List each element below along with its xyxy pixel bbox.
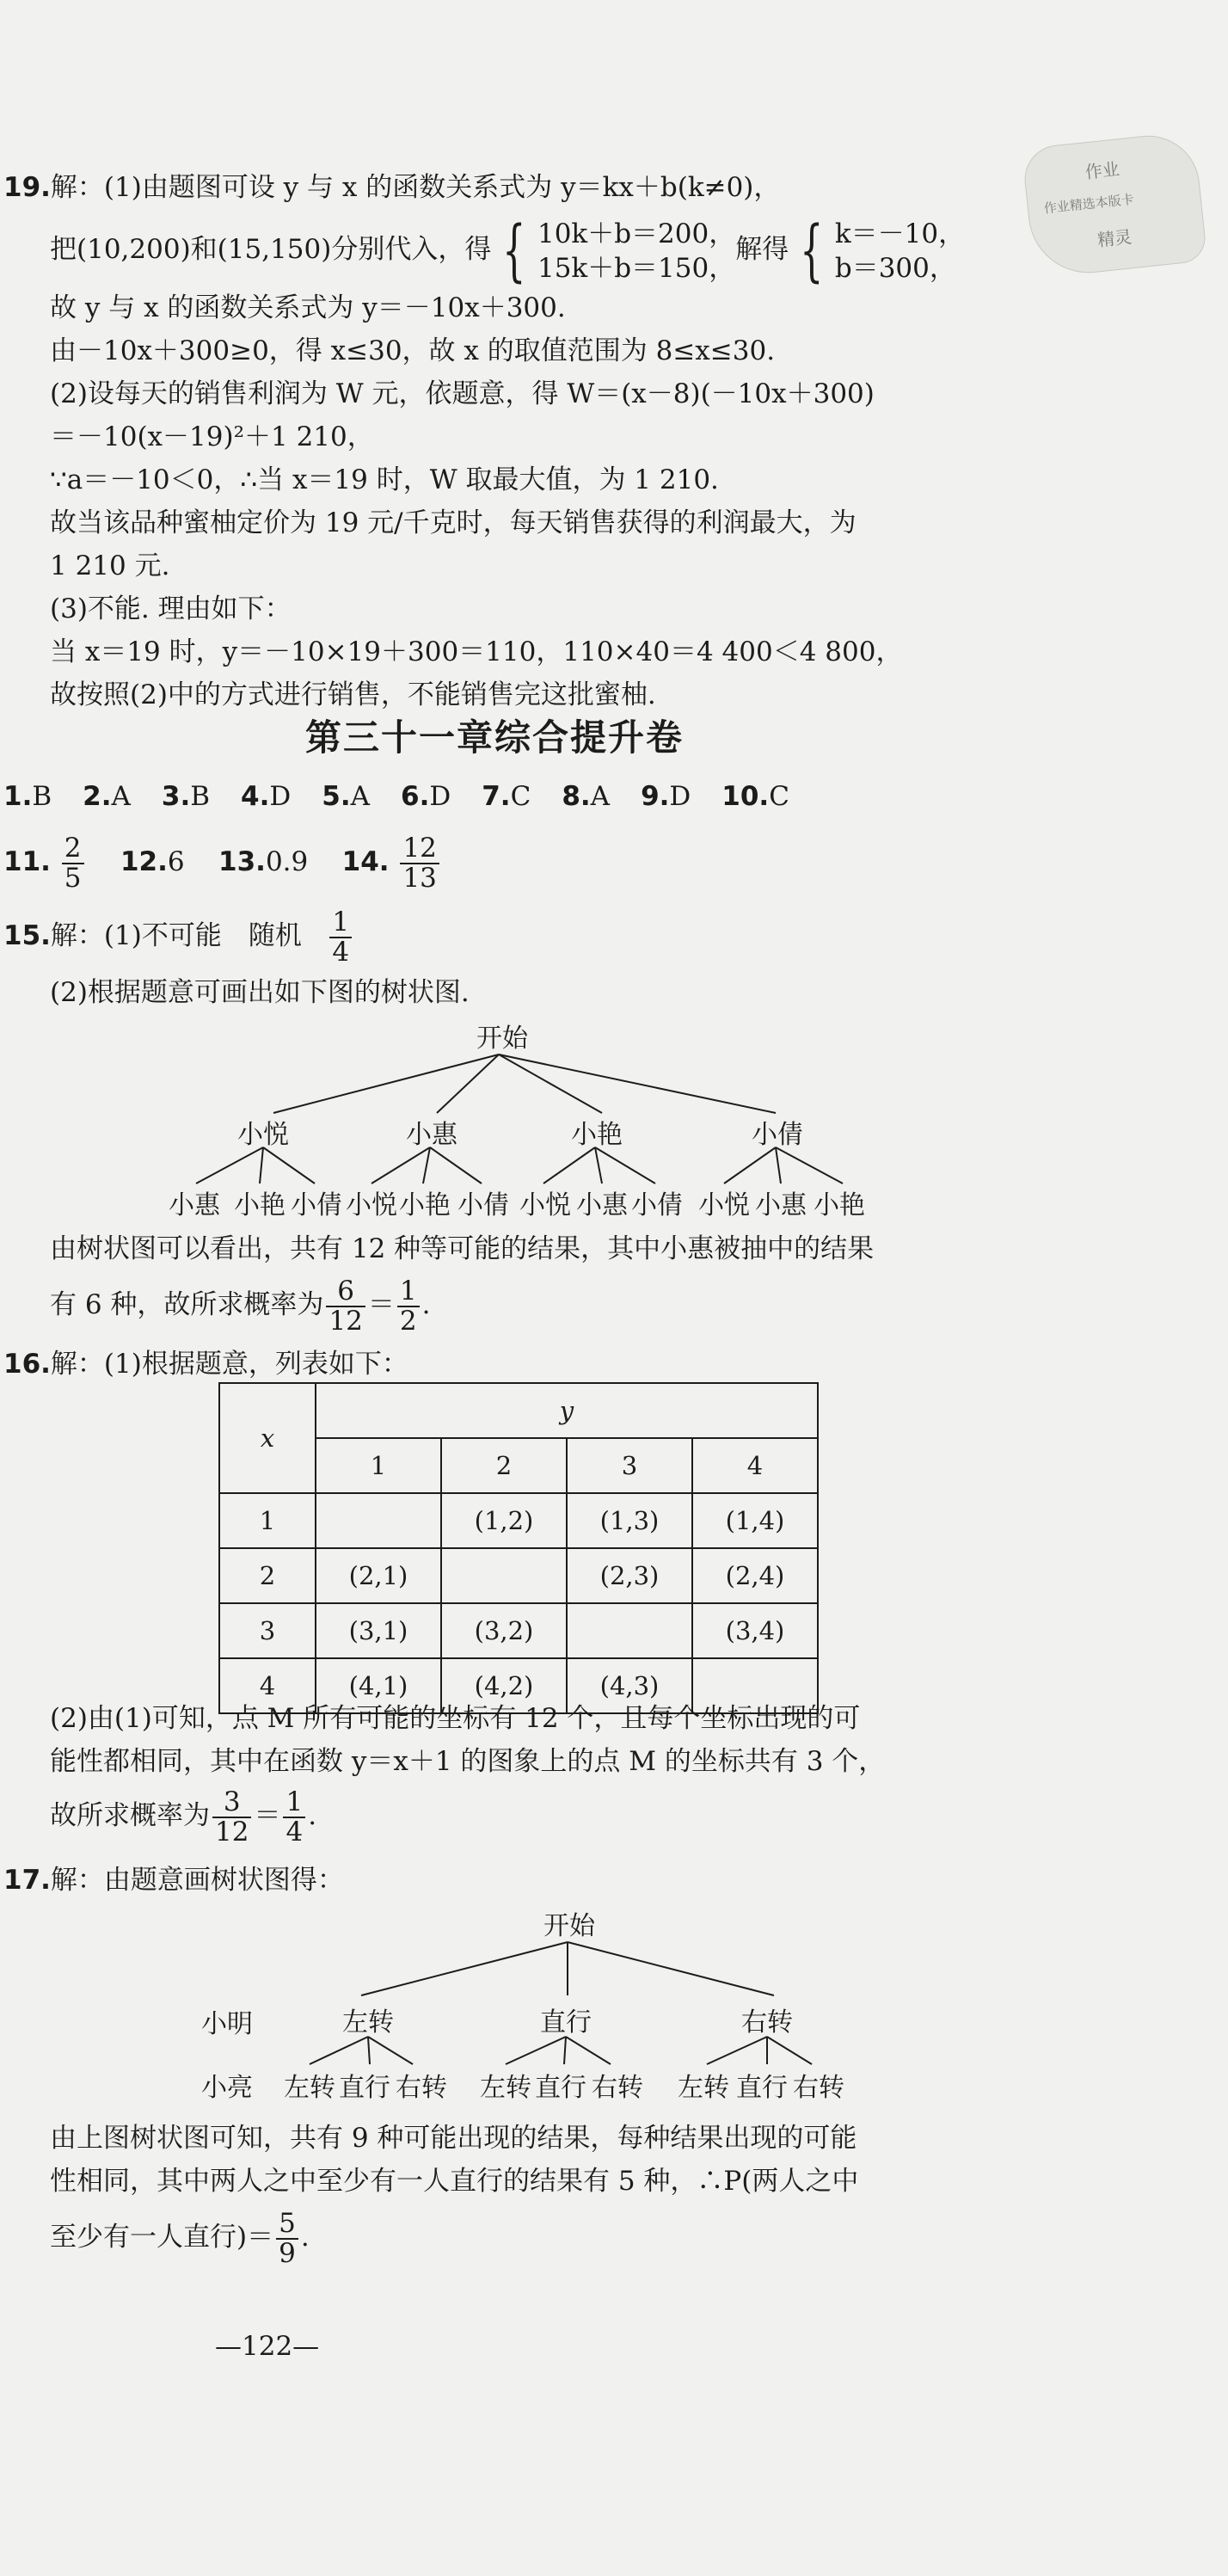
q19-line-9: 1 210 元. [50,550,170,581]
fraction: $\frac{1}{4}$ [329,908,352,966]
choice-answer: 10.C [721,781,789,812]
q16-line-3: 能性都相同，其中在函数 y＝x＋1 的图象上的点 M 的坐标共有 3 个， [50,1746,886,1777]
q19-line-8: 故当该品种蜜柚定价为 19 元/千克时，每天销售获得的利润最大，为 [50,507,857,538]
table-header-y: y [316,1383,818,1438]
fraction: $\frac{1}{4}$ [283,1788,305,1846]
q19-line-12: 故按照(2)中的方式进行销售，不能销售完这批蜜柚. [50,679,656,710]
tree-node: 小艳 [571,1120,623,1150]
q19-line-1: 19.解：(1)由题图可设 y 与 x 的函数关系式为 y＝kx＋b(k≠0)， [3,172,781,203]
choice-answer: 6.D [401,781,451,812]
chapter-title: 第三十一章综合提升卷 [304,716,684,759]
equation-system-2: k＝－10， b＝300， [834,218,966,284]
coordinate-table [218,1382,819,1714]
tree-leaf: 直行 [535,2073,586,2103]
q15-line-1: 15.解：(1)不可能 随机 $\frac{1}{4}$ [3,900,354,972]
tree-row-label: 小明 [201,2009,253,2039]
table-col-header: 1 [316,1438,441,1493]
table-header-x: x [219,1383,316,1493]
tree-leaf: 小悦 [346,1190,397,1220]
tree-leaf: 右转 [396,2073,447,2103]
tree-node: 右转 [741,2007,793,2038]
choice-answer: 4.D [241,781,292,812]
tree-leaf: 小倩 [291,1190,342,1220]
tree-leaf: 小悦 [698,1190,750,1220]
stamp-text-3: 精灵 [1096,226,1133,251]
fraction: $\frac{1}{2}$ [397,1277,420,1335]
q19-line-10: (3)不能. 理由如下： [50,593,292,624]
q17-line-2: 由上图树状图可知，共有 9 种可能出现的结果，每种结果出现的可能 [50,2123,857,2154]
table-row: 2 (2,1) (2,3) (2,4) [219,1548,818,1603]
table-row: 1 (1,2) (1,3) (1,4) [219,1493,818,1548]
tree-leaf: 小惠 [169,1190,220,1220]
tree-leaf: 小艳 [399,1190,451,1220]
tree-leaf: 左转 [480,2073,531,2103]
choice-answer: 8.A [562,781,611,812]
tree-leaf: 直行 [339,2073,390,2103]
q19-line-5: (2)设每天的销售利润为 W 元，依题意，得 W＝(x－8)(－10x＋300) [50,378,875,409]
tree-leaf: 左转 [678,2073,729,2103]
q15-line-2: (2)根据题意可画出如下图的树状图. [50,977,470,1008]
fraction: $\frac{5}{9}$ [276,2210,298,2267]
q19-line-7: ∵a＝－10＜0，∴当 x＝19 时，W 取最大值，为 1 210. [50,464,719,495]
table-col-header: 4 [692,1438,818,1493]
q19-line-6: ＝－10(x－19)²＋1 210， [50,421,374,452]
q17-line-4: 至少有一人直行)＝ $\frac{5}{9}$ . [50,2207,310,2269]
fraction: $\frac{2}{5}$ [62,834,84,892]
table-row: 3 (3,1) (3,2) (3,4) [219,1603,818,1658]
q19-line-11: 当 x＝19 时，y＝－10×19＋300＝110，110×40＝4 400＜4 800， [50,636,903,667]
tree-leaf: 右转 [793,2073,844,2103]
tree-node: 左转 [342,2007,394,2038]
q19-line-3: 故 y 与 x 的函数关系式为 y＝－10x＋300. [50,292,566,323]
tree-node: 小倩 [752,1120,803,1150]
q16-line-1: 16.解：(1)根据题意，列表如下： [3,1349,408,1380]
tree-leaf: 直行 [736,2073,788,2103]
tree-root: 开始 [476,1024,528,1054]
tree-leaf: 小艳 [234,1190,286,1220]
table-col-header: 2 [441,1438,567,1493]
tree-leaf: 小惠 [576,1190,628,1220]
choice-answer: 7.C [482,781,531,812]
q15-line-3: 由树状图可以看出，共有 12 种等可能的结果，其中小惠被抽中的结果 [50,1233,875,1264]
tree-node: 直行 [540,2007,592,2038]
tree-leaf: 小倩 [457,1190,509,1220]
choice-answer: 9.D [641,781,691,812]
fraction: $\frac{12}{13}$ [400,834,439,892]
choice-answer: 5.A [322,781,370,812]
tree-leaf: 右转 [592,2073,643,2103]
page-number: —122— [215,2331,320,2362]
tree-leaf: 小惠 [755,1190,807,1220]
fill-answers: 11. $\frac{2}{5}$ 12.6 13.0.9 14. $\frac{12}{13}$ [3,826,442,898]
q17-line-1: 17.解：由题意画树状图得： [3,1865,344,1896]
fraction: $\frac{6}{12}$ [326,1277,365,1335]
q16-line-2: (2)由(1)可知，点 M 所有可能的坐标有 12 个，且每个坐标出现的可 [50,1703,861,1734]
q15-line-4: 有 6 种，故所求概率为 $\frac{6}{12}$ ＝ $\frac{1}{2}$ . [50,1275,431,1337]
q19-line-2: 把(10,200)和(15,150)分别代入，得 { 10k＋b＝200， 15k＋b＝150， 解得 { k＝－10， b＝300， [50,212,966,290]
choice-answer: 1.B [3,781,52,812]
stamp-text-1: 作业 [1084,158,1121,183]
tree-15-edges [196,1054,843,1183]
choice-answer: 3.B [161,781,211,812]
q16-line-4: 故所求概率为 $\frac{3}{12}$ ＝ $\frac{1}{4}$ . [50,1786,317,1847]
tree-leaf: 左转 [284,2073,335,2103]
tree-row-label: 小亮 [201,2073,253,2103]
stamp-text-2: 作业精选本版卡 [1043,191,1135,217]
left-brace-icon: { [800,212,824,290]
table-col-header: 3 [567,1438,692,1493]
tree-node: 小悦 [237,1120,289,1150]
left-brace-icon: { [502,212,526,290]
fraction: $\frac{3}{12}$ [212,1788,251,1846]
q19-line-4: 由－10x＋300≥0，得 x≤30，故 x 的取值范围为 8≤x≤30. [50,335,776,366]
equation-system-1: 10k＋b＝200， 15k＋b＝150， [537,218,736,284]
tree-leaf: 小倩 [631,1190,683,1220]
tree-node: 小惠 [406,1120,457,1150]
tree-leaf: 小艳 [814,1190,865,1220]
q17-line-3: 性相同，其中两人之中至少有一人直行的结果有 5 种，∴P(两人之中 [50,2166,859,2197]
tree-leaf: 小悦 [519,1190,571,1220]
choice-answer: 2.A [83,781,131,812]
table-row: 4 (4,1) (4,2) (4,3) [219,1658,818,1713]
tree-root: 开始 [543,1911,595,1941]
